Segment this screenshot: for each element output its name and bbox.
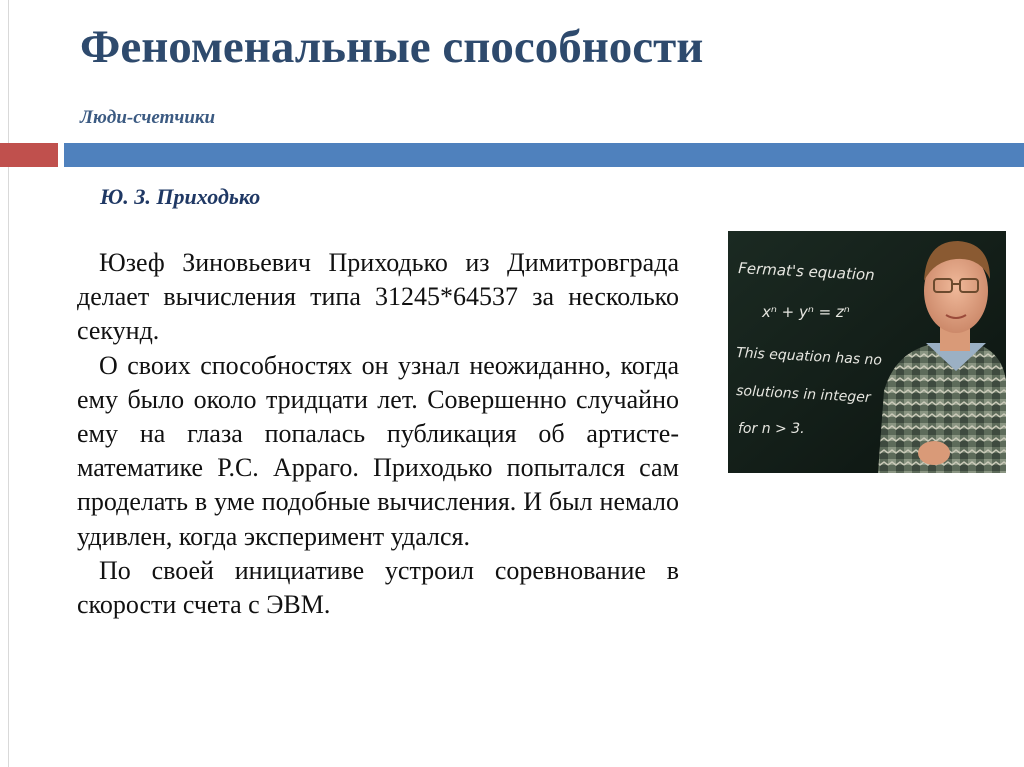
body-text (77, 246, 679, 622)
chalk-line-5: for n > 3. (738, 421, 805, 437)
author-name: Ю. З. Приходько (100, 184, 261, 209)
chalk-line-3: This equation has no (735, 345, 883, 369)
paragraph-1: Юзеф Зиновьевич Приходько из Димитровграда делает вычисления типа 31245*64537 за несколько секунд. (77, 248, 679, 346)
accent-bar-red (0, 143, 58, 167)
slide-title: Феноменальные способности (80, 21, 704, 73)
chalk-line-2: xⁿ + yⁿ = zⁿ (762, 303, 850, 321)
portrait-photo (728, 231, 1006, 473)
paragraph-2: О своих способностях он узнал неожиданно, когда ему было около тридцати лет. Совершенно случайно ему на глаза попалась публикация об артисте-математике Р.С. Арраго. Приходько попытался сам проделать в уме подобные вычисления. И был немало удивлен, когда эксперимент удался. (77, 350, 679, 551)
chalk-line-4: solutions in integer (735, 383, 871, 407)
accent-bar-blue (64, 143, 1024, 167)
chalk-line-1: Fermat's equation (737, 259, 876, 285)
slide-left-border (8, 0, 9, 767)
paragraph-3: По своей инициативе устроил соревнование в скорости счета с ЭВМ. (77, 555, 679, 620)
slide-subtitle: Люди-счетчики (80, 107, 216, 128)
